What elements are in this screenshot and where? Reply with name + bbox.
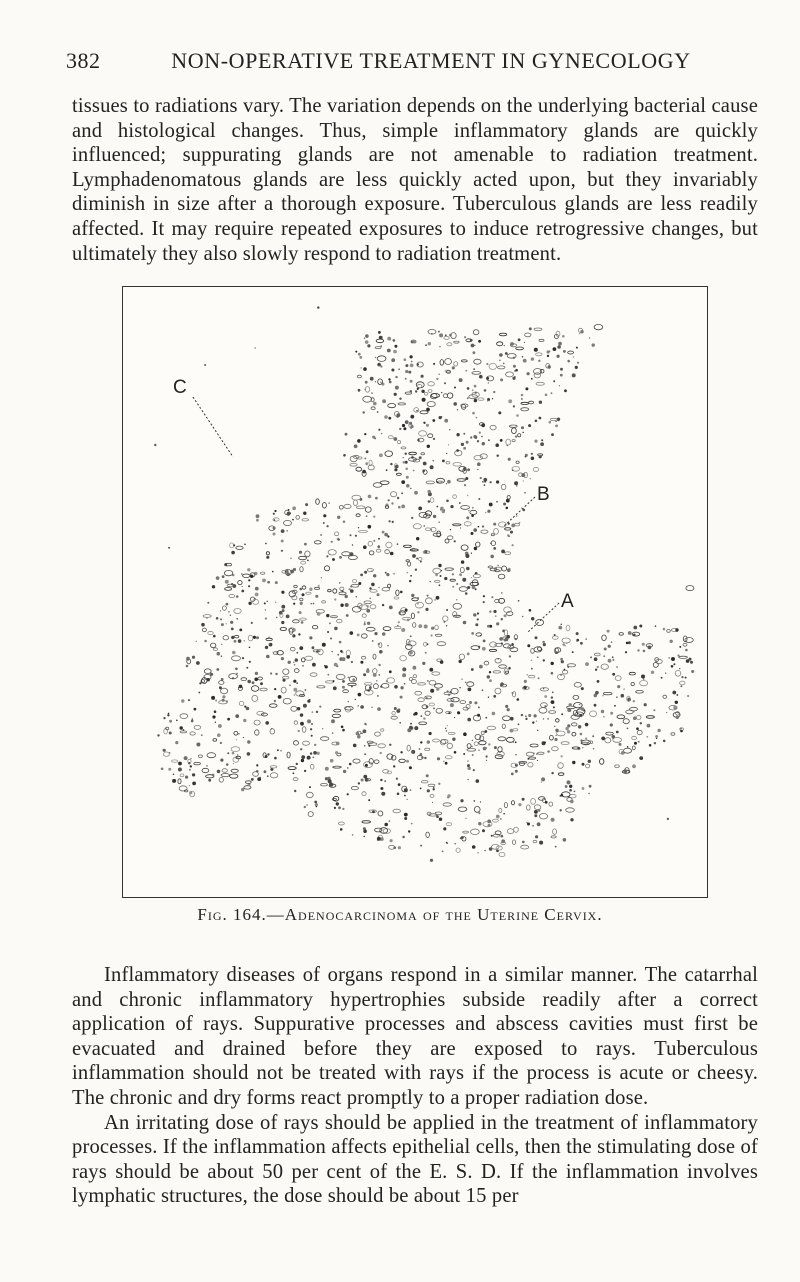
body-text-top	[72, 94, 758, 266]
caption-title: —Adenocarcinoma of the Uterine Cervix.	[266, 905, 603, 924]
leader-line-c	[193, 397, 233, 457]
figure-micrograph	[122, 286, 708, 898]
body-text-bottom	[72, 963, 758, 1209]
stipple-texture	[154, 306, 694, 862]
label-b: B	[537, 484, 550, 505]
label-a: A	[561, 591, 574, 612]
paragraph: tissues to radiations vary. The variation depends on the underlying bacterial cause and histological changes. Thus, simple inflammatory glands are quickly influenced; suppurating glands are not amenable to radiation treatment. Lymphadenomatous glands are less quickly acted upon, but they invariably diminish in size after a thorough exposure. Tuberculous glands are less readily affected. It may require repeated exposures to induce retrogressive changes, but ultimately they also slowly respond to radiation treatment.	[72, 95, 758, 265]
running-head: NON-OPERATIVE TREATMENT IN GYNECOLOGY	[171, 48, 691, 73]
label-c: C	[173, 377, 187, 398]
figure-caption	[0, 905, 800, 925]
micrograph-illustration	[123, 287, 707, 897]
paragraph: Inflammatory diseases of organs respond in a similar manner. The catarrhal and chronic inflammatory hypertrophies subside readily after a correct application of rays. Suppurative processes and abscess cavities must first be evacuated and drained before they are exposed to rays. Tuberculous inflammation should not be treated with rays if the process is acute or cheesy. The chronic and dry forms react promptly to a proper radiation dose.	[72, 964, 758, 1109]
page-header	[66, 48, 756, 78]
caption-number: Fig. 164.	[197, 905, 267, 924]
page-number: 382	[66, 48, 101, 73]
paragraph: An irritating dose of rays should be applied in the treatment of inflammatory processes. If the inflammation affects epithelial cells, then the stimulating dose of rays should be about 50 per cent of the E. S. D. If the inflammation involves lymphatic structures, the dose should be about 15 per	[72, 1111, 758, 1208]
